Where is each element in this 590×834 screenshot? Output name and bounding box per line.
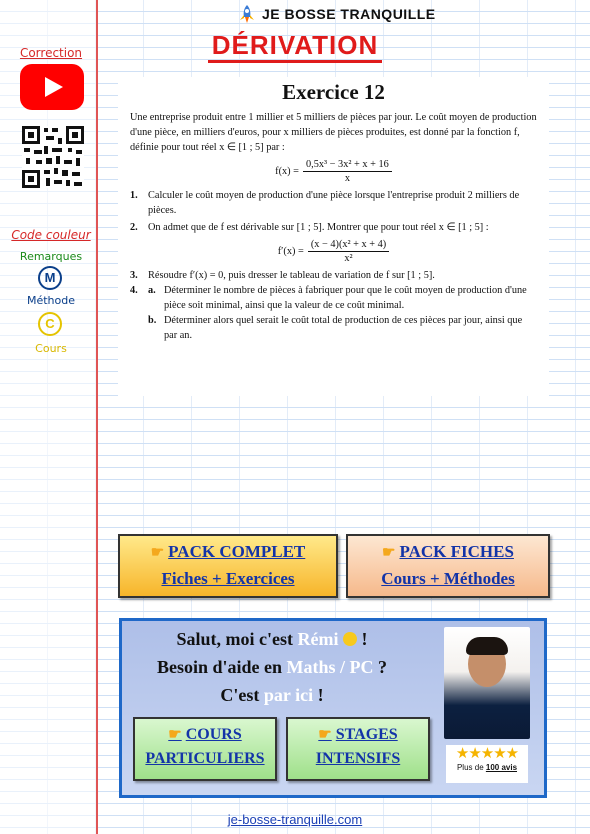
cours-line2: PARTICULIERS xyxy=(145,750,265,767)
promo-question xyxy=(122,657,422,678)
brand-name: JE BOSSE TRANQUILLE xyxy=(262,6,436,22)
promo-text: ? xyxy=(373,657,388,677)
stages-intensifs-button[interactable] xyxy=(286,717,430,781)
methode-label: Méthode xyxy=(26,294,76,307)
promo-cta xyxy=(122,685,422,706)
question-3 xyxy=(130,268,537,283)
tutor-photo xyxy=(444,627,530,739)
question-text: Calculer le coût moyen de production d'une pièce lorsque l'entreprise produit 2 milliers de pièces. xyxy=(148,190,520,216)
sub-question-text: Déterminer alors quel serait le coût total de production de ces pièces par jour, ainsi que par an. xyxy=(164,315,523,341)
rating-text xyxy=(446,763,528,772)
pack-complet-line1: PACK COMPLET xyxy=(168,542,306,561)
page-title-text: DÉRIVATION xyxy=(208,30,382,63)
question-2 xyxy=(130,220,537,235)
question-text: Résoudre f′(x) = 0, puis dresser le tableau de variation de f sur [1 ; 5]. xyxy=(148,270,435,281)
promo-text: Salut, moi c'est xyxy=(176,629,298,649)
formula-fprime xyxy=(118,238,549,265)
remarques-label: Remarques xyxy=(19,250,83,263)
cours-c-icon: C xyxy=(38,312,62,336)
formula-f-lhs: f(x) = xyxy=(275,166,299,177)
pack-fiches-button[interactable] xyxy=(346,534,550,598)
brand-logo[interactable] xyxy=(236,4,436,24)
promo-text: C'est xyxy=(220,685,264,705)
pack-complet-button[interactable] xyxy=(118,534,338,598)
margin-line xyxy=(96,0,98,834)
pack-fiches-line2: Cours + Méthodes xyxy=(381,569,515,588)
qr-code-icon[interactable] xyxy=(22,126,84,188)
rating-badge xyxy=(446,745,528,783)
code-couleur-label: Code couleur xyxy=(11,228,91,242)
formula-fprime-denominator: x² xyxy=(344,253,353,264)
sub-question-letter: a. xyxy=(148,285,156,296)
pointing-hand-icon: ☛ xyxy=(318,727,332,743)
rating-count: 100 avis xyxy=(485,763,518,772)
question-4 xyxy=(130,283,537,313)
cours-line1: COURS xyxy=(185,726,242,743)
formula-fprime-fraction xyxy=(308,238,389,265)
exercise-intro: Une entreprise produit entre 1 millier et 5 milliers de pièces par jour. Le coût moyen de production d'une pièce, en milliers d'euros, pour x milliers de pièces produites, est donné par la fonction f, définie pour tout réel x ∈ [1 ; 5] par : xyxy=(130,112,537,153)
promo-box xyxy=(119,618,547,798)
promo-text: ! xyxy=(313,685,324,705)
promo-greeting xyxy=(122,629,422,650)
promo-link[interactable]: par ici xyxy=(263,685,314,705)
question-1 xyxy=(130,188,537,218)
question-number: 2. xyxy=(130,222,138,233)
tutor-hair xyxy=(466,637,508,655)
promo-subject: Maths / PC xyxy=(286,657,374,677)
formula-fprime-numerator: (x − 4)(x² + x + 4) xyxy=(308,238,389,252)
question-number: 4. xyxy=(130,285,138,296)
pointing-hand-icon: ☛ xyxy=(150,545,165,561)
promo-name: Rémi xyxy=(297,629,339,649)
pack-complet-line2: Fiches + Exercices xyxy=(161,569,295,588)
question-4a xyxy=(148,283,537,313)
formula-f-numerator: 0,5x³ − 3x² + x + 16 xyxy=(303,158,392,172)
stages-line1: STAGES xyxy=(335,726,398,743)
footer-link[interactable]: je-bosse-tranquille.com xyxy=(227,812,363,827)
question-number: 1. xyxy=(130,190,138,201)
formula-f-fraction xyxy=(303,158,392,185)
exercise-card xyxy=(118,77,549,396)
exercise-title: Exercice 12 xyxy=(282,80,385,104)
cours-particuliers-button[interactable] xyxy=(133,717,277,781)
pack-fiches-line1: PACK FICHES xyxy=(399,542,514,561)
cours-label: Cours xyxy=(35,342,67,355)
question-number: 3. xyxy=(130,270,138,281)
formula-f-denominator: x xyxy=(344,173,350,184)
formula-fprime-lhs: f′(x) = xyxy=(277,246,304,257)
formula-f xyxy=(118,158,549,185)
promo-text: ! xyxy=(356,629,368,649)
rating-prefix: Plus de xyxy=(456,763,486,772)
sub-question-text: Déterminer le nombre de pièces à fabriquer pour que le coût moyen de production d'une pièce soit minimal, ainsi que la valeur de ce coût minimal. xyxy=(164,285,527,311)
pointing-hand-icon: ☛ xyxy=(168,727,182,743)
question-text: On admet que de f est dérivable sur [1 ; 5]. Montrer que pour tout réel x ∈ [1 ; 5] : xyxy=(148,222,489,233)
promo-text: Besoin d'aide en xyxy=(156,657,287,677)
methode-m-icon: M xyxy=(38,266,62,290)
stages-line2: INTENSIFS xyxy=(315,750,401,767)
pointing-hand-icon: ☛ xyxy=(382,545,396,561)
sub-question-letter: b. xyxy=(148,315,157,326)
star-rating-icon: ★★★★★ xyxy=(455,745,519,762)
smiley-icon xyxy=(343,632,357,646)
question-4b xyxy=(148,313,537,343)
rocket-icon xyxy=(236,4,258,24)
youtube-play-icon[interactable] xyxy=(20,64,84,110)
correction-label: Correction xyxy=(19,46,83,60)
